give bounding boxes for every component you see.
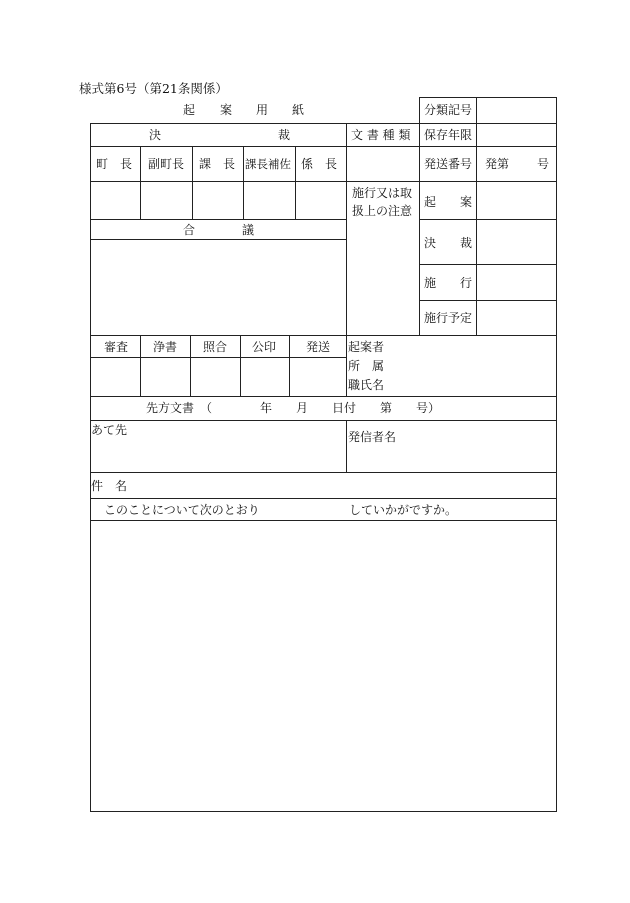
bunrui-kigo-label: 分類記号 <box>424 103 473 117</box>
kessai-label-char: 決 <box>149 128 162 142</box>
gougi-label-char: 合 <box>183 223 196 237</box>
grid-line <box>346 335 347 397</box>
grid-line <box>90 123 556 124</box>
check-label: 公印 <box>252 340 277 354</box>
form-title-char: 起 <box>183 103 196 117</box>
approver-label: 課長補佐 <box>245 157 291 171</box>
grid-line <box>90 239 346 240</box>
hasso-bango-label: 発送番号 <box>424 157 473 171</box>
form-caption: 様式第6号（第21条関係） <box>79 81 228 96</box>
grid-line <box>140 335 141 397</box>
bunsho-shurui-label: 文 書 種 類 <box>351 128 411 142</box>
form-title-char: 案 <box>220 103 233 117</box>
grid-line <box>240 335 241 397</box>
shozoku-label: 所 属 <box>348 359 385 373</box>
grid-line <box>346 420 347 473</box>
grid-line <box>419 97 556 98</box>
grid-line <box>243 146 244 220</box>
grid-line <box>140 146 141 220</box>
grid-line <box>556 97 557 812</box>
grid-line <box>90 420 556 421</box>
kessai2-label-char: 決 <box>424 236 437 250</box>
shiko-yotei-label: 施行予定 <box>424 311 473 325</box>
grid-line <box>419 264 556 265</box>
grid-line <box>90 123 91 812</box>
kiansha-label: 起案者 <box>348 340 385 354</box>
form-title-char: 紙 <box>292 103 305 117</box>
grid-line <box>190 335 191 397</box>
approver-label: 課 長 <box>199 157 236 171</box>
grid-line <box>419 97 420 147</box>
grid-line <box>90 811 556 812</box>
hasso-dai-label: 発第 <box>485 157 510 171</box>
approver-label: 町 長 <box>96 157 133 171</box>
gougi-label-char: 議 <box>242 223 255 237</box>
grid-line <box>192 146 193 220</box>
grid-line <box>476 97 477 336</box>
grid-line <box>289 335 290 397</box>
hozon-nengen-label: 保存年限 <box>424 128 473 142</box>
shokushimei-label: 職氏名 <box>348 378 385 392</box>
grid-line <box>419 219 556 220</box>
approver-label: 副町長 <box>148 157 185 171</box>
shiko-chui-label: 施行又は取扱上の注意 <box>352 186 413 218</box>
grid-line <box>90 498 556 499</box>
approver-label: 係 長 <box>301 157 338 171</box>
grid-line <box>90 396 556 397</box>
check-label: 浄書 <box>153 340 178 354</box>
grid-line <box>346 123 347 336</box>
form-title-char: 用 <box>256 103 269 117</box>
grid-line <box>90 335 556 336</box>
grid-line <box>90 357 346 358</box>
atesaki-label: あて先 <box>91 423 128 437</box>
kenmei-label: 件 名 <box>91 479 128 493</box>
grid-line <box>90 181 556 182</box>
kian-label-char: 案 <box>460 195 473 209</box>
grid-line <box>295 146 296 220</box>
hasshinsha-label: 発信者名 <box>348 430 397 444</box>
shiko-label-char: 行 <box>460 276 473 290</box>
body-text-left: このことについて次のとおり <box>104 503 260 517</box>
kessai2-label-char: 裁 <box>460 236 473 250</box>
shiko-label-char: 施 <box>424 276 437 290</box>
body-text-right: していかがですか。 <box>349 503 458 517</box>
grid-line <box>90 146 556 147</box>
grid-line <box>90 520 556 521</box>
check-label: 発送 <box>306 340 331 354</box>
grid-line <box>90 472 556 473</box>
check-label: 照合 <box>203 340 228 354</box>
kessai-label-char: 裁 <box>278 128 291 142</box>
check-label: 審査 <box>104 340 129 354</box>
grid-line <box>419 300 556 301</box>
sakigata-bunsho-label: 先方文書 （ 年 月 日付 第 号） <box>146 401 441 415</box>
kian-label-char: 起 <box>424 195 437 209</box>
grid-line <box>90 219 346 220</box>
hasso-go-label: 号 <box>537 157 550 171</box>
grid-line <box>419 146 420 336</box>
